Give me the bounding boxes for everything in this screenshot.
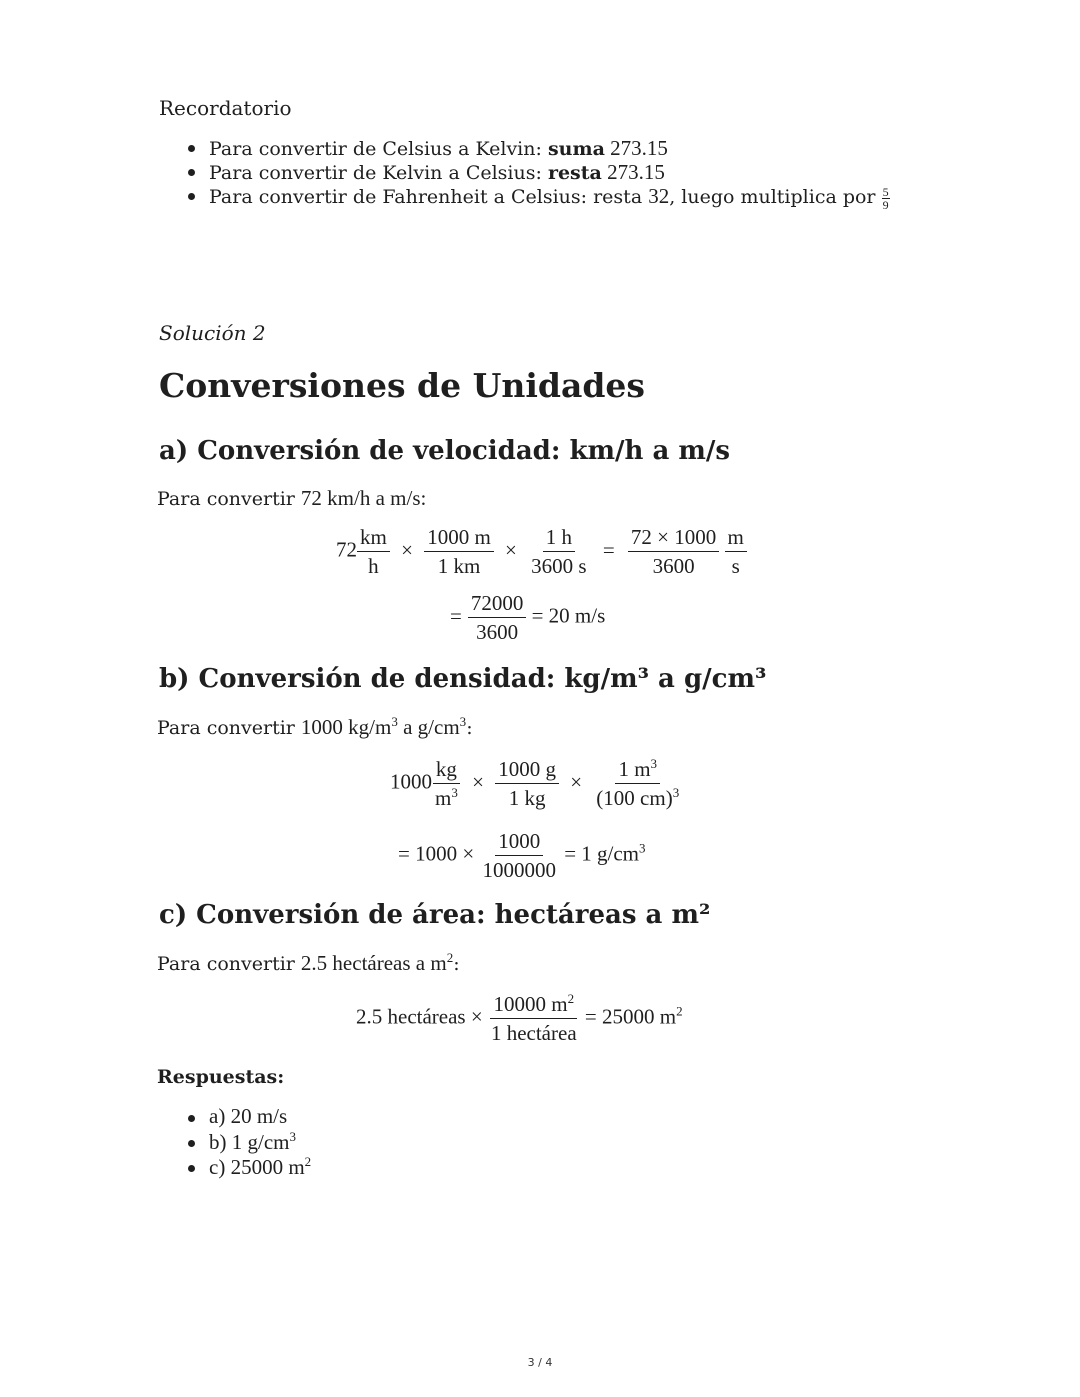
- reminder-value: 273.15: [601, 160, 665, 184]
- fraction-five-ninths: $\frac{5}{9}$: [882, 184, 889, 212]
- reminder-value: 273.15: [604, 136, 668, 160]
- solution-label: Solución 2: [159, 321, 266, 345]
- bullet: [188, 145, 195, 152]
- equation-area: 2.5 hectáreas × $\frac{10000 m^2}{\text{1 hectárea}}$ = 25000 $m^2$: [356, 991, 683, 1046]
- reminder-text: Para convertir de Fahrenheit a Celsius: resta: [209, 186, 649, 208]
- section-c-heading: c) Conversión de área: hectáreas a m²: [159, 900, 711, 930]
- equation-velocity-1: 72 $\frac{km}{h}$ × $\frac{1000 m}{1 km}$ × $\frac{1 h}{3600 s}$ = $\frac{72 \times 1000}{3600}$ $\frac{m}{s}$: [336, 524, 747, 580]
- answer-a: a) 20 m/s: [209, 1104, 288, 1128]
- bullet: [188, 1140, 195, 1147]
- section-c-intro: Para convertir 2.5 hectáreas a $m^2$:: [157, 950, 460, 975]
- reminder-bold: suma: [547, 138, 605, 160]
- section-b-intro: Para convertir 1000 $kg/m^3$ a $g/cm^3$:: [157, 714, 473, 739]
- reminder-value: 32: [648, 184, 670, 208]
- answers-title: Respuestas:: [157, 1066, 285, 1088]
- reminder-title: Recordatorio: [159, 96, 292, 120]
- bullet: [188, 169, 195, 176]
- reminder-text: Para convertir de Celsius a Kelvin:: [209, 138, 548, 160]
- reminder-bold: resta: [547, 162, 602, 184]
- reminder-item-3: [209, 184, 890, 211]
- reminder-item-1: [209, 136, 668, 161]
- bullet: [188, 1115, 195, 1122]
- reminder-item-2: [209, 160, 665, 185]
- section-a-intro: Para convertir 72 km/h a m/s:: [157, 486, 427, 510]
- equation-velocity-2: = $\frac{72000}{3600}$ = 20 m/s: [450, 591, 606, 645]
- equation-density-1: 1000 $\frac{kg}{m^3}$ × $\frac{1000 g}{1 kg}$ × $\frac{1 m^3}{(100 cm)^3}$: [390, 756, 680, 811]
- answer-c: c) 25000 $m^2$: [209, 1154, 312, 1179]
- reminder-text: , luego multiplica por: [669, 186, 882, 208]
- bullet: [188, 193, 195, 200]
- equation-density-2: = 1000 × $\frac{1000}{1000000}$ = 1 $g/cm^3$: [398, 829, 646, 883]
- page-number: 3 / 4: [527, 1356, 553, 1369]
- section-b-heading: b) Conversión de densidad: kg/m³ a g/cm³: [159, 664, 767, 694]
- bullet: [188, 1165, 195, 1172]
- section-a-heading: a) Conversión de velocidad: km/h a m/s: [159, 436, 731, 466]
- page-title: Conversiones de Unidades: [159, 366, 645, 405]
- answer-b: b) 1 $g/cm^3$: [209, 1129, 296, 1154]
- reminder-text: Para convertir de Kelvin a Celsius:: [209, 162, 548, 184]
